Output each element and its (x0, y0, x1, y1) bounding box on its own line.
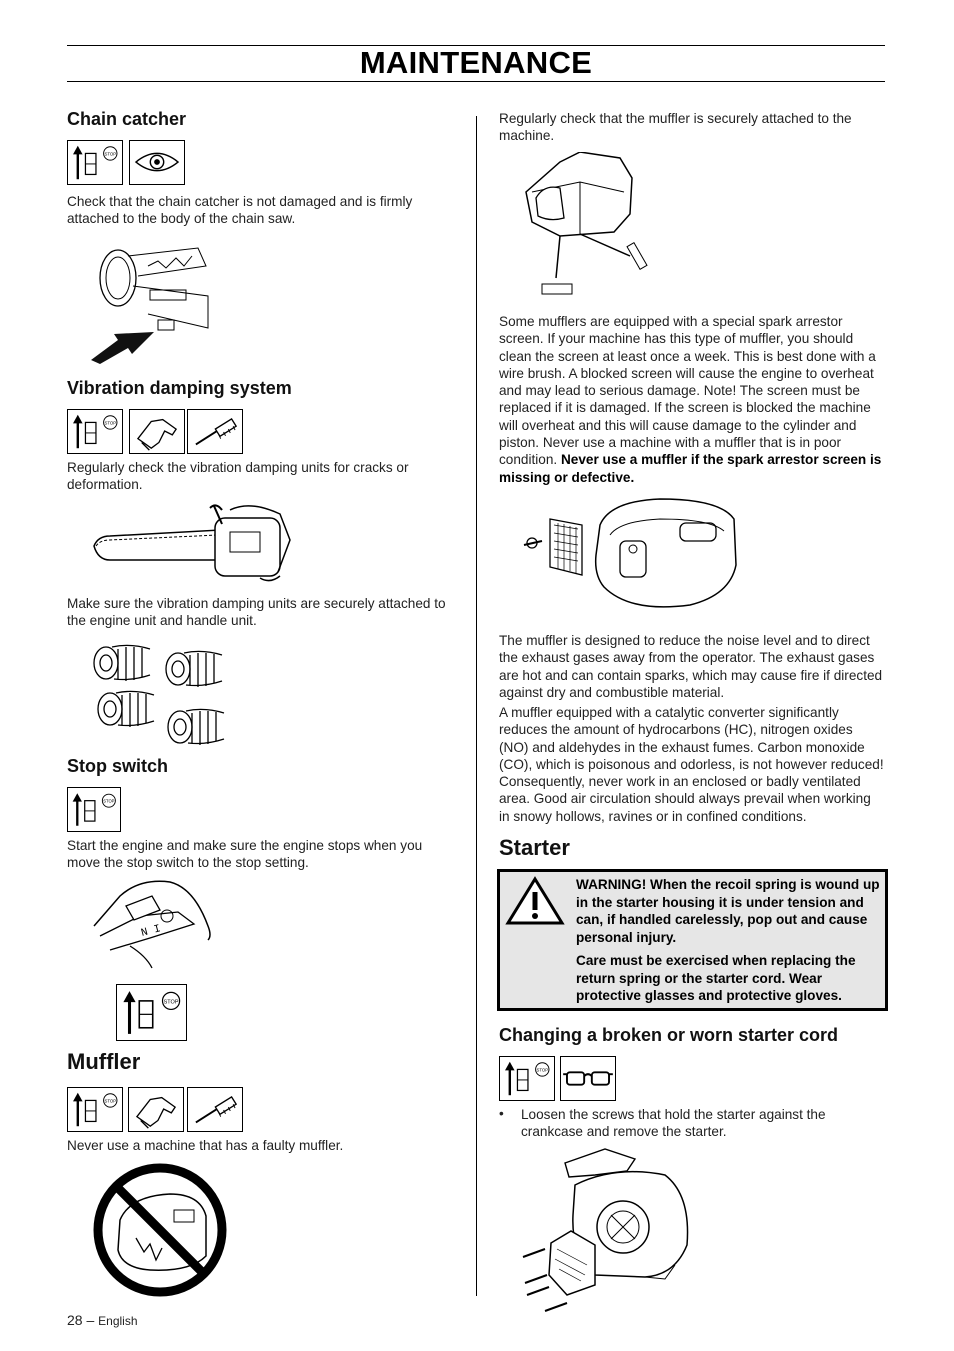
damping-springs-illustration (90, 635, 240, 750)
stop-switch-heading: Stop switch (67, 756, 169, 776)
stop-switch-text: Start the engine and make sure the engine stops when you move the stop switch to the stop setting. (67, 838, 423, 871)
stop-engine-icon (67, 140, 123, 185)
brush-icon (187, 409, 243, 454)
muffler-text: Never use a machine that has a faulty muffler. (67, 1138, 344, 1153)
warning-triangle-icon (505, 876, 565, 931)
glove-icon (128, 1087, 184, 1132)
chain-catcher-heading: Chain catcher (67, 109, 187, 129)
stop-engine-icon (499, 1056, 555, 1101)
warning-box (497, 869, 888, 1011)
spark-arrestor-paragraph (499, 313, 885, 486)
vibration-heading: Vibration damping system (67, 378, 292, 398)
stop-label: STOP (103, 798, 115, 804)
faulty-muffler-prohibited-illustration (90, 1160, 230, 1300)
spark-arrestor-screen-illustration (520, 495, 745, 620)
brush-icon (187, 1087, 243, 1132)
bullet-marker: • (499, 1106, 504, 1121)
eye-inspect-icon (129, 140, 185, 185)
muffler-attached-text: Regularly check that the muffler is securely attached to the machine. (499, 111, 852, 144)
chainsaw-vibration-illustration (90, 500, 300, 588)
glove-icon (129, 409, 185, 454)
catalytic-converter-text: A muffler equipped with a catalytic converter significantly reduces the amount of hydrocarbons (HC), nitrogen oxides (NO) and aldehydes in the exhaust fumes. Carbon monoxide (CO), which is poisonous and odorless, is not however reduced! Consequently, never work in an enclosed or badly ventilated area. Good air circulation should always prevail when working in snowy hollows, ravines or in confined conditions. (499, 705, 884, 824)
vibration-text-2: Make sure the vibration damping units are securely attached to the engine unit and handle unit. (67, 596, 446, 629)
stop-engine-icon-large (116, 984, 187, 1041)
vibration-text-1: Regularly check the vibration damping units for cracks or deformation. (67, 460, 409, 493)
warning-recoil-text: WARNING! When the recoil spring is wound up in the starter housing it is under tension and can, if handled carelessly, pop out and cause personal injury. (576, 877, 880, 945)
page-number: 28 – (67, 1312, 95, 1328)
stop-label: STOP (163, 999, 179, 1006)
muffler-check-illustration (520, 152, 655, 300)
stop-label: STOP (104, 1098, 117, 1104)
muffler-heading: Muffler (67, 1049, 141, 1074)
starter-removal-illustration (515, 1145, 695, 1320)
stop-label: STOP (104, 420, 117, 426)
header-bottom-rule (67, 81, 885, 82)
chain-catcher-illustration (88, 236, 218, 364)
stop-engine-icon (67, 787, 121, 832)
starter-step-1: Loosen the screws that hold the starter against the crankcase and remove the starter. (521, 1107, 826, 1140)
starter-cord-heading: Changing a broken or worn starter cord (499, 1025, 839, 1045)
stop-label: STOP (104, 151, 117, 157)
spark-arrestor-text: Some mufflers are equipped with a special spark arrestor screen. If your machine has this type of muffler, you should clean the screen at least once a week. This is best done with a wire brush. A blocked screen will cause the engine to overheat and may lead to serious damage. Note! The screen must be replaced if it is damaged. If the screen is blocked the machine will overheat and this will cause damage to the cylinder and piston. Never use a machine with a muffler that is in poor condition. (499, 314, 876, 468)
protective-glasses-icon (560, 1056, 616, 1101)
stop-label: STOP (536, 1067, 549, 1073)
stop-engine-icon (67, 1087, 123, 1132)
muffler-purpose-text: The muffler is designed to reduce the noise level and to direct the exhaust gases away from the operator. The exhaust gases are hot and can contain sparks, which may cause fire if directed against dry and combustible material. (499, 633, 883, 700)
stop-switch-illustration (90, 876, 215, 971)
starter-heading: Starter (499, 835, 570, 860)
page-title: MAINTENANCE (359, 45, 593, 80)
switch-label-text: N I (139, 923, 163, 940)
chain-catcher-text: Check that the chain catcher is not damaged and is firmly attached to the body of the chain saw. (67, 194, 413, 227)
warning-care-text: Care must be exercised when replacing the return spring or the starter cord. Wear protective glasses and protective gloves. (576, 953, 856, 1003)
stop-engine-icon (67, 409, 123, 454)
footer-language: English (98, 1314, 138, 1328)
column-divider (476, 116, 477, 1296)
spark-arrestor-warning: Never use a muffler if the spark arrestor screen is missing or defective. (499, 452, 882, 485)
